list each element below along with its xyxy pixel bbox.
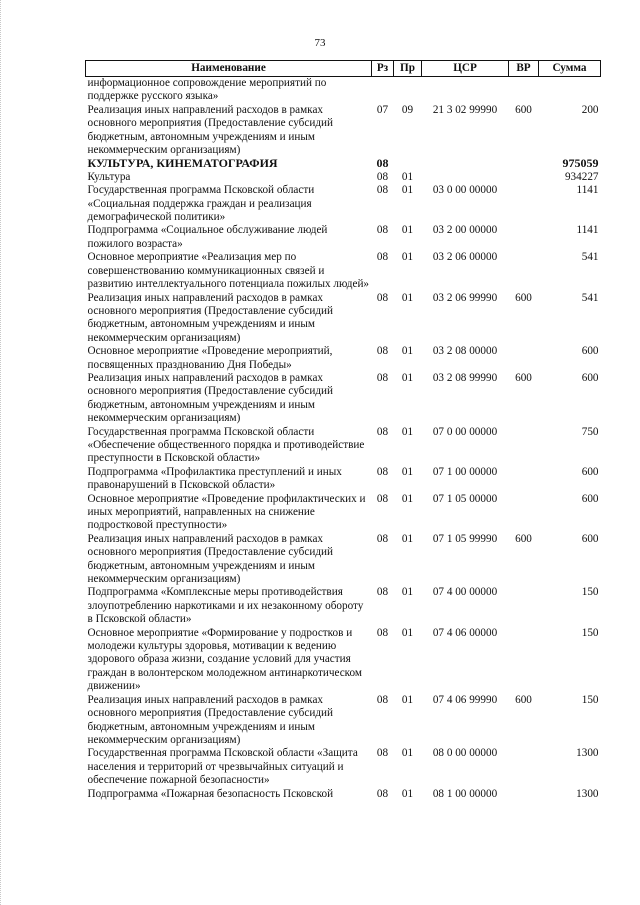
cell-rz: 08 <box>376 224 389 237</box>
table-row <box>86 251 601 291</box>
cell-sum: 150 <box>581 586 599 599</box>
cell-vr <box>509 184 539 224</box>
cell-name: Подпрограмма «Социальное обслуживание людей пожилого возраста» <box>87 224 328 250</box>
cell-vr <box>509 788 539 801</box>
table-row <box>86 694 601 748</box>
cell-sum: 200 <box>581 103 599 116</box>
cell-rz: 08 <box>376 425 389 438</box>
cell-rz: 08 <box>376 251 389 264</box>
cell-vr <box>509 426 539 466</box>
cell-csr <box>422 171 509 184</box>
table-row <box>86 788 601 801</box>
cell-csr: 03 2 08 00000 <box>432 345 498 358</box>
table-row <box>86 533 601 587</box>
header-rz: Рз <box>372 61 394 77</box>
cell-csr: 08 1 00 00000 <box>432 787 498 800</box>
cell-rz: 08 <box>376 626 389 639</box>
cell-rz <box>372 77 394 104</box>
cell-pr <box>394 157 422 170</box>
cell-csr: 07 4 06 99990 <box>432 693 498 706</box>
header-csr: ЦСР <box>422 61 509 77</box>
cell-vr: 600 <box>515 291 532 304</box>
cell-sum: 541 <box>581 291 599 304</box>
cell-pr: 01 <box>401 224 414 237</box>
cell-name: Культура <box>87 170 131 183</box>
cell-name: информационное сопровождение мероприятий по поддержке русского языка» <box>87 77 327 103</box>
table-row <box>86 586 601 626</box>
cell-sum: 600 <box>581 465 599 478</box>
cell-csr <box>422 157 509 170</box>
cell-pr: 01 <box>401 626 414 639</box>
cell-csr <box>422 77 509 104</box>
cell-csr: 03 2 08 99990 <box>432 371 498 384</box>
cell-vr <box>509 466 539 493</box>
cell-rz: 08 <box>376 170 389 183</box>
cell-pr: 01 <box>401 170 414 183</box>
table-row <box>86 171 601 184</box>
cell-rz: 08 <box>376 184 389 197</box>
cell-vr: 600 <box>515 103 532 116</box>
cell-sum: 600 <box>581 492 599 505</box>
cell-csr: 07 4 06 00000 <box>432 626 498 639</box>
cell-pr: 01 <box>401 532 414 545</box>
table-row <box>86 184 601 224</box>
cell-pr: 09 <box>401 103 414 116</box>
cell-name: Подпрограмма «Комплексные меры противодействия злоупотреблению наркотиками и их незаконному обороту в Псковской области» <box>87 586 364 626</box>
cell-csr: 03 0 00 00000 <box>432 184 498 197</box>
table-row <box>86 466 601 493</box>
cell-name: Основное мероприятие «Формирование у подростков и молодежи культуры здоровья, мотивации к ведению здорового образа жизни, создание условий для участия граждан в волонтерском молодежном антинаркотическом движении» <box>87 626 362 693</box>
header-name: Наименование <box>86 61 372 77</box>
cell-name: Реализация иных направлений расходов в рамках основного мероприятия (Предоставление субсидий бюджетным, автономным учреждениям и иным некоммерческим организациям) <box>87 291 333 344</box>
cell-sum: 150 <box>581 626 599 639</box>
cell-name: Реализация иных направлений расходов в рамках основного мероприятия (Предоставление субсидий бюджетным, автономным учреждениям и иным некоммерческим организациям) <box>87 693 333 746</box>
cell-sum: 600 <box>581 532 599 545</box>
cell-csr: 07 4 00 00000 <box>432 586 498 599</box>
cell-name: Основное мероприятие «Проведение мероприятий, посвященных празднованию Дня Победы» <box>87 345 333 371</box>
cell-pr: 01 <box>401 465 414 478</box>
cell-vr <box>509 251 539 291</box>
cell-vr: 600 <box>515 371 532 384</box>
cell-rz: 08 <box>376 492 389 505</box>
cell-rz: 08 <box>376 747 389 760</box>
cell-sum <box>539 77 601 104</box>
cell-pr: 01 <box>401 747 414 760</box>
cell-sum: 541 <box>581 251 599 264</box>
cell-name: Реализация иных направлений расходов в рамках основного мероприятия (Предоставление субсидий бюджетным, автономным учреждениям и иным некоммерческим организациям) <box>87 371 333 425</box>
table-row <box>86 493 601 533</box>
cell-vr <box>509 747 539 787</box>
cell-vr <box>509 345 539 372</box>
cell-rz: 08 <box>376 532 389 545</box>
cell-name: Реализация иных направлений расходов в рамках основного мероприятия (Предоставление субсидий бюджетным, автономным учреждениям и иным некоммерческим организациям) <box>87 532 333 586</box>
cell-rz: 07 <box>376 103 389 116</box>
cell-pr: 01 <box>401 291 414 304</box>
cell-csr: 21 3 02 99990 <box>432 103 498 116</box>
header-pr: Пр <box>394 61 422 77</box>
cell-name: Реализация иных направлений расходов в рамках основного мероприятия (Предоставление субсидий бюджетным, автономным учреждениям и иным некоммерческим организациям) <box>87 103 333 157</box>
cell-name: КУЛЬТУРА, КИНЕМАТОГРАФИЯ <box>87 156 278 171</box>
cell-pr: 01 <box>401 184 414 197</box>
cell-sum: 600 <box>581 371 599 384</box>
cell-name: Основное мероприятие «Проведение профилактических и иных мероприятий, направленных на снижение подростковой преступности» <box>87 492 366 532</box>
scan-edge <box>0 0 6 905</box>
cell-sum: 975059 <box>562 156 599 171</box>
cell-name: Подпрограмма «Профилактика преступлений и иных правонарушений в Псковской области» <box>87 465 342 492</box>
cell-csr: 07 0 00 00000 <box>432 425 498 438</box>
cell-pr: 01 <box>401 345 414 358</box>
cell-rz: 08 <box>376 787 389 800</box>
cell-pr: 01 <box>401 425 414 438</box>
table-row <box>86 747 601 787</box>
cell-vr <box>509 627 539 694</box>
cell-sum: 150 <box>581 693 599 706</box>
cell-vr: 600 <box>515 693 532 706</box>
cell-csr: 03 2 00 00000 <box>432 224 498 237</box>
cell-sum: 1300 <box>576 747 599 760</box>
cell-csr: 07 1 05 00000 <box>432 492 498 505</box>
table-header-row <box>86 61 601 77</box>
cell-sum: 1141 <box>576 224 599 237</box>
table-body <box>86 77 601 801</box>
cell-rz: 08 <box>376 586 389 599</box>
cell-vr <box>509 157 539 170</box>
cell-rz: 08 <box>376 693 389 706</box>
cell-rz: 08 <box>376 345 389 358</box>
header-sum: Сумма <box>539 61 601 77</box>
table-row <box>86 426 601 466</box>
cell-csr: 08 0 00 00000 <box>432 747 498 760</box>
cell-rz: 08 <box>376 291 389 304</box>
table-row <box>86 372 601 426</box>
budget-table <box>85 60 601 801</box>
table-row <box>86 77 601 104</box>
table-row <box>86 345 601 372</box>
cell-pr: 01 <box>401 492 414 505</box>
cell-name: Государственная программа Псковской области «Социальная поддержка граждан и реализация демографической политики» <box>87 184 315 224</box>
cell-csr: 07 1 00 00000 <box>432 465 498 478</box>
cell-vr <box>509 224 539 251</box>
cell-pr: 01 <box>401 787 414 800</box>
cell-csr: 03 2 06 00000 <box>432 251 498 264</box>
table-row <box>86 292 601 346</box>
cell-pr: 01 <box>401 371 414 384</box>
cell-csr: 07 1 05 99990 <box>432 532 498 545</box>
cell-sum: 1300 <box>576 787 599 800</box>
cell-pr: 01 <box>401 693 414 706</box>
table-row <box>86 627 601 694</box>
header-vr: ВР <box>509 61 539 77</box>
cell-pr: 01 <box>401 251 414 264</box>
cell-name: Основное мероприятие «Реализация мер по совершенствованию коммуникационных связей и развитию интеллектуального потенциала пожилых людей» <box>87 251 370 291</box>
table-row <box>86 104 601 158</box>
cell-csr: 03 2 06 99990 <box>432 291 498 304</box>
cell-vr: 600 <box>515 532 532 545</box>
cell-vr <box>509 77 539 104</box>
table-row <box>86 224 601 251</box>
cell-vr <box>509 493 539 533</box>
cell-sum: 750 <box>581 425 599 438</box>
cell-vr <box>509 586 539 626</box>
cell-name: Государственная программа Псковской области «Защита населения и территорий от чрезвычайных ситуаций и обеспечение пожарной безопасности» <box>87 747 358 787</box>
page-number: 73 <box>314 37 326 49</box>
cell-sum: 1141 <box>576 184 599 197</box>
cell-sum: 600 <box>581 345 599 358</box>
table-row <box>86 157 601 170</box>
cell-sum: 934227 <box>564 170 599 183</box>
cell-name: Подпрограмма «Пожарная безопасность Псковской <box>87 787 334 800</box>
cell-name: Государственная программа Псковской области «Обеспечение общественного порядка и противодействие преступности в Псковской области» <box>87 425 365 465</box>
cell-rz: 08 <box>376 371 389 384</box>
cell-pr <box>394 77 422 104</box>
cell-vr <box>509 171 539 184</box>
cell-rz: 08 <box>376 156 389 171</box>
cell-pr: 01 <box>401 586 414 599</box>
cell-rz: 08 <box>376 465 389 478</box>
